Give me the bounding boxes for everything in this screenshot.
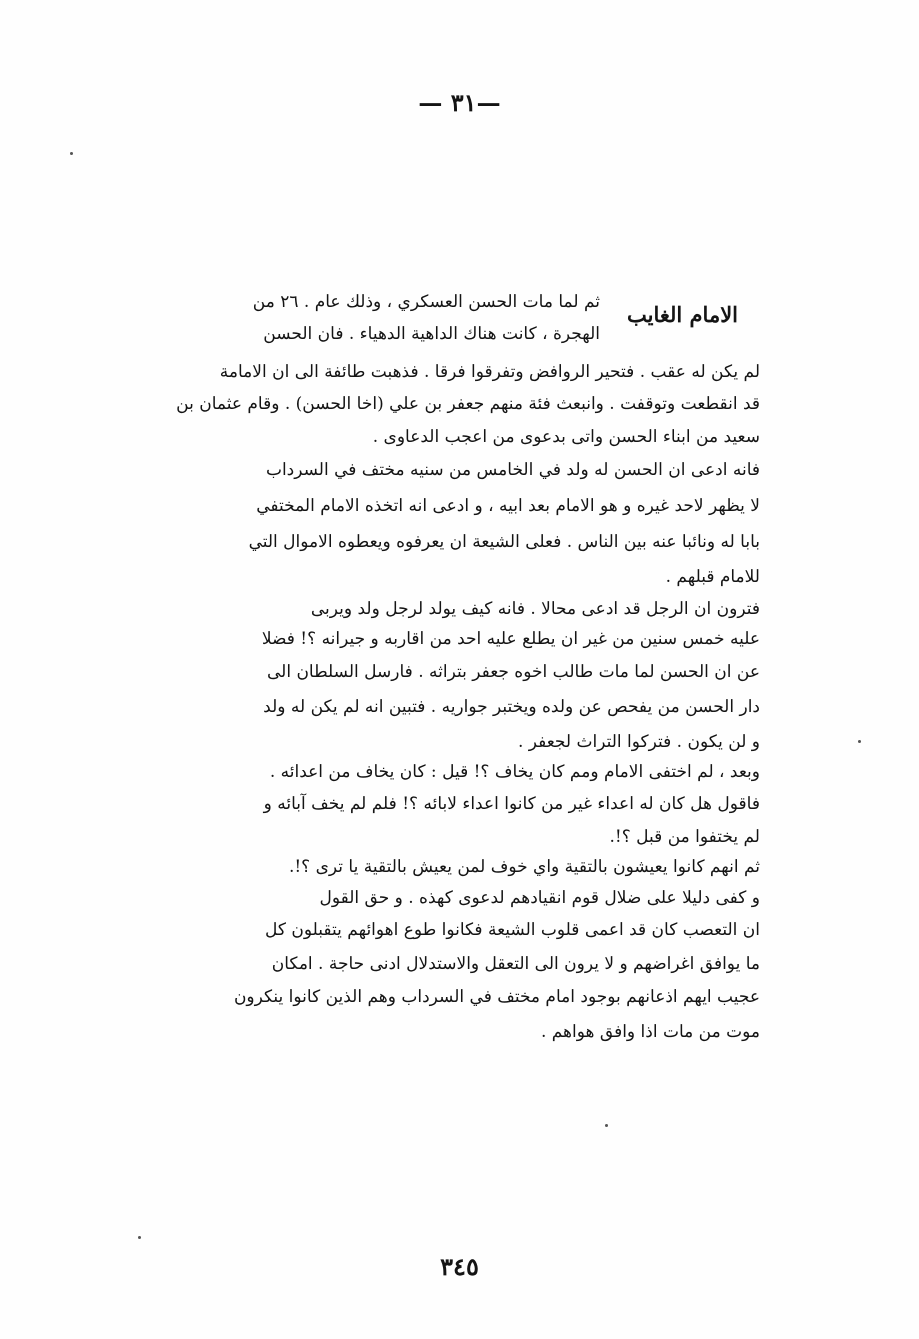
text-line: سعيد من ابناء الحسن واتى بدعوى من اعجب الدعاوى .: [372, 427, 760, 447]
scan-speck: [858, 740, 861, 743]
scan-speck: [605, 1124, 608, 1127]
text-line: عجيب ايهم اذعانهم بوجود امام مختف في السرداب وهم الذين كانوا ينكرون: [233, 987, 760, 1007]
text-line: ما يوافق اغراضهم و لا يرون الى التعقل والاستدلال ادنى حاجة . امكان: [271, 954, 760, 974]
text-line: لم يختفوا من قبل ؟!.: [609, 827, 760, 847]
text-line: و كفى دليلا على ضلال قوم انقيادهم لدعوى كهذه . و حق القول: [319, 888, 760, 908]
text-line: قد انقطعت وتوقفت . وانبعث فئة منهم جعفر بن علي (اخا الحسن) . وقام عثمان بن: [176, 394, 760, 414]
text-line: ان التعصب كان قد اعمى قلوب الشيعة فكانوا طوع اهوائهم يتقبلون كل: [265, 920, 760, 940]
text-line: فانه ادعى ان الحسن له ولد في الخامس من سنيه مختف في السرداب: [265, 460, 760, 480]
section-side-title: الامام الغايب: [627, 302, 738, 327]
text-line: موت من مات اذا وافق هواهم .: [540, 1022, 760, 1042]
text-line: فاقول هل كان له اعداء غير من كانوا اعداء لابائه ؟! فلم لم يخف آبائه و: [263, 794, 760, 814]
text-line: عليه خمس سنين من غير ان يطلع عليه احد من اقاربه و جيرانه ؟! فضلا: [261, 629, 760, 649]
text-line: ثم لما مات الحسن العسكري ، وذلك عام . ٢٦ من: [252, 292, 600, 312]
text-line: عن ان الحسن لما مات طالب اخوه جعفر بتراثه . فارسل السلطان الى: [266, 662, 760, 682]
scan-speck: [70, 152, 73, 155]
footer-page-number: ٣٤٥: [440, 1252, 479, 1281]
text-line: لا يظهر لاحد غيره و هو الامام بعد ابيه ، و ادعى انه اتخذه الامام المختفي: [256, 496, 760, 516]
text-line: لم يكن له عقب . فتحير الروافض وتفرقوا فرقا . فذهبت طائفة الى ان الامامة: [219, 362, 760, 382]
text-line: للامام قبلهم .: [665, 567, 760, 587]
text-line: الهجرة ، كانت هناك الداهية الدهياء . فان الحسن: [263, 324, 600, 344]
text-line: فترون ان الرجل قد ادعى محالا . فانه كيف يولد لرجل ولد ويربى: [310, 599, 760, 619]
text-line: بابا له ونائبا عنه بين الناس . فعلى الشيعة ان يعرفوه ويعطوه الاموال التي: [248, 532, 760, 552]
text-line: وبعد ، لم اختفى الامام ومم كان يخاف ؟! قيل : كان يخاف من اعدائه .: [269, 762, 760, 782]
text-line: ثم انهم كانوا يعيشون بالتقية واي خوف لمن يعيش بالتقية يا ترى ؟!.: [288, 857, 760, 877]
text-line: دار الحسن من يفحص عن ولده ويختبر جواريه . فتبين انه لم يكن له ولد: [263, 697, 760, 717]
header-page-number: —٣١ —: [418, 88, 501, 117]
text-line: و لن يكون . فتركوا التراث لجعفر .: [517, 732, 760, 752]
scan-speck: [138, 1236, 141, 1239]
